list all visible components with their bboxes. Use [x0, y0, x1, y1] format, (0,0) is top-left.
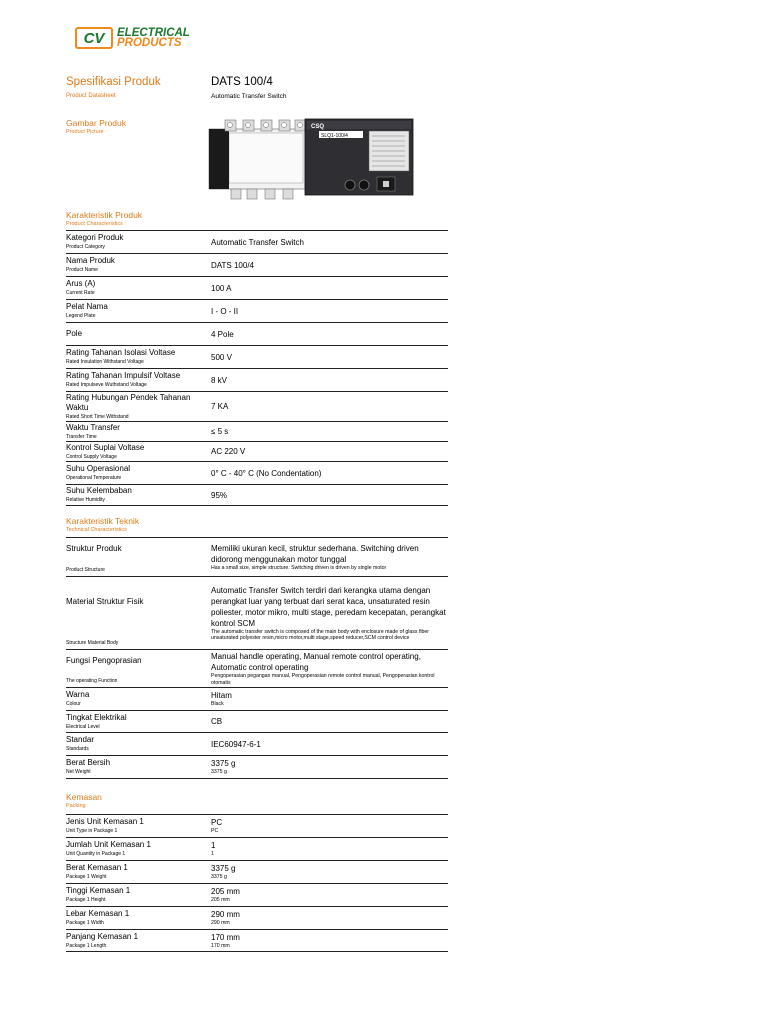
device-model-label: SLQ1-100/4 — [321, 133, 348, 139]
characteristics-table — [66, 230, 448, 506]
row-value: 500 V — [211, 352, 232, 362]
table-row — [66, 838, 448, 861]
row-value: 0° C - 40° C (No Condentation) — [211, 468, 322, 478]
row-sublabel: Product Structure — [66, 567, 105, 573]
row-value: CB — [211, 717, 223, 726]
characteristics-section-header — [66, 210, 142, 228]
row-value-sub: 170 mm — [211, 942, 230, 949]
row-value: 95% — [211, 490, 228, 500]
logo-mark: CV — [75, 27, 113, 49]
table-row — [66, 861, 448, 884]
table-row — [66, 733, 448, 756]
row-label: Tinggi Kemasan 1 — [66, 886, 131, 895]
row-sublabel: Unit Quantity in Package 1 — [66, 851, 126, 857]
row-sublabel: Package 1 Length — [66, 942, 107, 949]
row-value: 8 kV — [211, 375, 228, 385]
row-sublabel: Rated Insulation Withstand Voltage — [66, 359, 144, 365]
row-value: ≤ 5 s — [211, 427, 229, 436]
row-label: Pole — [66, 329, 83, 338]
packing-title: Kemasan — [66, 792, 102, 802]
row-sublabel: Package 1 Width — [66, 920, 104, 926]
row-label: Lebar Kemasan 1 — [66, 909, 130, 918]
row-value: 1 — [211, 841, 216, 851]
table-row — [66, 538, 448, 577]
row-label: Arus (A) — [66, 279, 96, 288]
row-value: 205 mm — [211, 887, 240, 897]
page-subtitle: Product Datasheet — [66, 93, 116, 99]
row-label: Fungsi Pengoprasian — [66, 656, 142, 665]
row-value-sub: Pengoperasian pegangan manual, Pengoperasian remote control manual, Pengoperasian kontrol otomatis — [211, 673, 435, 686]
packing-section-header — [66, 792, 102, 810]
brand-logo — [75, 27, 190, 49]
table-row — [66, 884, 448, 907]
row-value: Hitam — [211, 691, 232, 701]
row-sublabel: Control Supply Voltage — [66, 453, 117, 460]
technical-table — [66, 537, 448, 779]
row-value: Manual handle operating, Manual remote control operating, Automatic control operating — [211, 652, 421, 672]
row-value: AC 220 V — [211, 447, 246, 456]
table-row — [66, 369, 448, 392]
row-label: Struktur Produk — [66, 544, 122, 553]
row-value-sub: Black — [211, 701, 224, 708]
table-row — [66, 422, 448, 442]
table-row — [66, 346, 448, 369]
row-value-sub: 3375 g — [211, 769, 227, 776]
row-value: PC — [211, 818, 223, 828]
product-type: Automatic Transfer Switch — [211, 93, 287, 100]
table-row — [66, 442, 448, 462]
row-value: 7 KA — [211, 402, 229, 411]
table-row — [66, 711, 448, 733]
row-label: Kategori Produk — [66, 233, 124, 242]
row-value: 3375 g — [211, 864, 236, 874]
table-row — [66, 907, 448, 930]
packing-table — [66, 814, 448, 952]
row-sublabel: Transfer Time — [66, 433, 97, 440]
product-name: DATS 100/4 — [211, 76, 273, 88]
row-value-sub: 290 mm — [211, 920, 230, 927]
table-row — [66, 254, 448, 277]
row-value: 100 A — [211, 283, 232, 293]
row-value: DATS 100/4 — [211, 260, 254, 270]
row-label: Jenis Unit Kemasan 1 — [66, 817, 144, 826]
logo-line2: PRODUCTS — [117, 37, 182, 49]
row-value: I - O - II — [211, 306, 239, 316]
row-label: Jumlah Unit Kemasan 1 — [66, 840, 151, 849]
page-title: Spesifikasi Produk — [66, 76, 161, 88]
row-label: Pelat Nama — [66, 302, 108, 311]
row-label: Tingkat Elektrikal — [66, 712, 127, 722]
picture-title: Gambar Produk — [66, 118, 126, 128]
row-value: 170 mm — [211, 932, 240, 942]
technical-subtitle: Technical Characteristics — [66, 527, 127, 533]
row-value-sub: 205 mm — [211, 897, 230, 904]
row-label: Rating Tahanan Isolasi Voltase — [66, 348, 176, 357]
table-row — [66, 815, 448, 838]
row-label: Berat Bersih — [66, 758, 111, 767]
row-sublabel: Relative Humidity — [66, 497, 105, 503]
row-sublabel: Legend Plate — [66, 313, 96, 319]
row-label: Panjang Kemasan 1 — [66, 931, 139, 941]
row-sublabel: Package 1 Weight — [66, 874, 107, 880]
row-label: Rating Hubungan Pendek Tahanan Waktu — [66, 392, 191, 412]
table-row — [66, 231, 448, 254]
row-label: Material Struktur Fisik — [66, 597, 144, 606]
row-label: Berat Kemasan 1 — [66, 863, 128, 872]
row-value: 4 Pole — [211, 329, 234, 339]
row-label: Suhu Operasional — [66, 464, 131, 473]
picture-section-header — [66, 118, 126, 136]
row-value: IEC60947-6-1 — [211, 739, 261, 749]
logo-line1: ELECTRICAL — [117, 27, 190, 39]
packing-subtitle: Packing — [66, 803, 86, 809]
table-row — [66, 930, 448, 952]
product-picture — [207, 115, 417, 203]
row-value: Automatic Transfer Switch terdiri dari kerangka utama dengan perangkat luar yang terbuat dari serat kaca, unsaturated resin poliester, motor mikro, multi stage, peredam kecepatan, perangkat kontrol SCM — [211, 585, 446, 628]
row-sublabel: Unit Type in Package 1 — [66, 828, 118, 834]
characteristics-subtitle: Product Characteristics — [66, 221, 123, 227]
row-label: Kontrol Suplai Voltase — [66, 442, 145, 452]
row-sublabel: Standards — [66, 746, 89, 752]
row-sublabel: Current Rate — [66, 290, 95, 296]
logo-text — [117, 28, 190, 48]
picture-subtitle: Product Picture — [66, 129, 104, 135]
characteristics-title: Karakteristik Produk — [66, 210, 143, 220]
row-value-sub: 1 — [211, 851, 214, 858]
table-row — [66, 300, 448, 323]
row-value-sub: PC — [211, 828, 219, 835]
row-value: 3375 g — [211, 759, 236, 769]
row-label: Standar — [66, 735, 95, 744]
row-sublabel: Colour — [66, 701, 81, 707]
row-sublabel: The operating Function — [66, 678, 118, 684]
row-value-sub: 3375 g — [211, 874, 227, 881]
row-value-sub: Has a small size, simple structure. Switching driven is driven by single motor — [211, 564, 387, 571]
row-sublabel: Product Name — [66, 267, 98, 273]
technical-title: Karakteristik Teknik — [66, 516, 140, 526]
row-sublabel: Operational Temperature — [66, 475, 122, 481]
table-row — [66, 577, 448, 650]
row-value: Automatic Transfer Switch — [211, 237, 304, 247]
row-sublabel: Rated Short Time Withstand — [66, 413, 129, 420]
row-label: Warna — [66, 690, 90, 699]
table-row — [66, 688, 448, 711]
row-sublabel: Structure Material Body — [66, 640, 119, 646]
row-sublabel: Electrical Level — [66, 723, 100, 730]
device-brand-label: CSQ — [311, 124, 325, 130]
row-label: Rating Tahanan Impulsif Voltase — [66, 371, 181, 380]
row-sublabel: Package 1 Height — [66, 897, 106, 903]
technical-section-header — [66, 516, 139, 534]
row-label: Waktu Transfer — [66, 422, 120, 432]
row-label: Nama Produk — [66, 256, 115, 265]
row-value: 290 mm — [211, 910, 240, 920]
table-row — [66, 650, 448, 688]
table-row — [66, 277, 448, 300]
row-sublabel: Rated Impulseve Wuthstand Voltage — [66, 382, 147, 388]
table-row — [66, 392, 448, 422]
table-row — [66, 485, 448, 506]
row-label: Suhu Kelembaban — [66, 486, 132, 495]
table-row — [66, 323, 448, 346]
row-value-sub: The automatic transfer switch is composed of the main body with enclosure made of glass fiber unsaturated polyester resin,micro motor,multi stage,speed reducer,SCM control device — [211, 628, 429, 641]
table-row — [66, 756, 448, 779]
row-sublabel: Product Category — [66, 244, 105, 250]
row-sublabel: Net Weight — [66, 769, 91, 775]
row-value: Memiliki ukuran kecil, struktur sederhana. Switching driven didorong menggunakan motor tunggal — [211, 543, 419, 564]
table-row — [66, 462, 448, 485]
